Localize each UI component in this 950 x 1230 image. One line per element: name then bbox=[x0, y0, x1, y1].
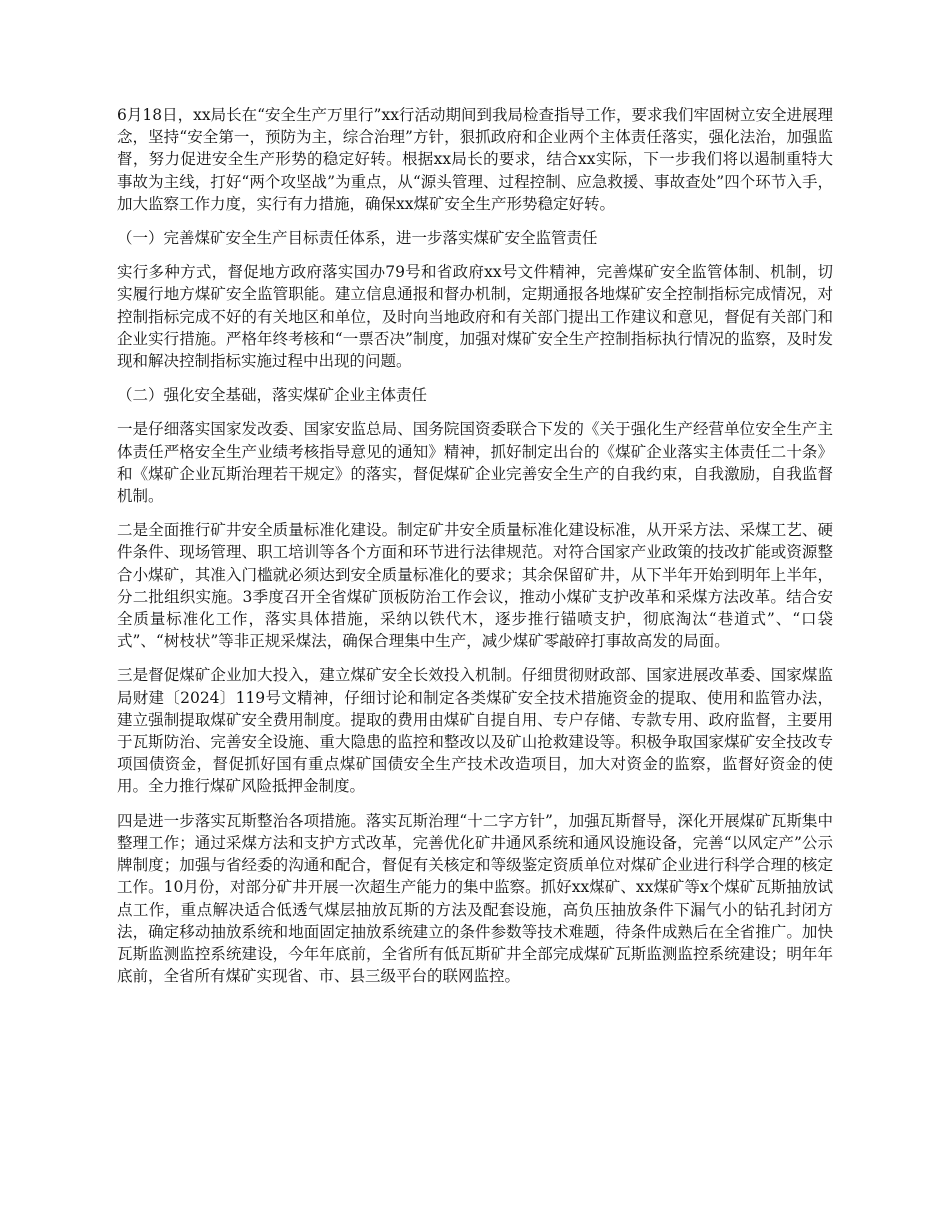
document-body bbox=[117, 104, 833, 999]
section-heading-1: （一）完善煤矿安全生产目标责任体系，进一步落实煤矿安全监管责任 bbox=[117, 229, 598, 248]
paragraph-intro: 6月18日，xx局长在“安全生产万里行”xx行活动期间到我局检查指导工作，要求我们牢固树立安全进展理念，坚持“安全第一，预防为主，综合治理”方针，狠抓政府和企业两个主体责任落实，强化法治，加强监督，努力促进安全生产形势的稳定好转。根据xx局长的要求，结合xx实际，下一步我们将以遏制重特大事故为主线，打好“两个攻坚战”为重点，从“源头管理、过程控制、应急救援、事故查处”四个环节入手，加大监察工作力度，实行有力措施，确保xx煤矿安全生产形势稳定好转。 bbox=[117, 106, 833, 213]
paragraph-item-2: 二是全面推行矿井安全质量标准化建设。制定矿井安全质量标准化建设标准，从开采方法、采煤工艺、硬件条件、现场管理、职工培训等各个方面和环节进行法律规范。对符合国家产业政策的技改扩能或资源整合小煤矿，其准入门槛就必须达到安全质量标准化的要求；其余保留矿井，从下半年开始到明年上半年，分二批组织实施。3季度召开全省煤矿顶板防治工作会议，推动小煤矿支护改革和采煤方法改革。结合安全质量标准化工作，落实具体措施，采纳以铁代木，逐步推行锚喷支护，彻底淘汰“巷道式”、“口袋式”、“树枝状”等非正规采煤法，确保合理集中生产，减少煤矿零敲碎打事故高发的局面。 bbox=[117, 521, 833, 651]
section-heading-2: （二）强化安全基础，落实煤矿企业主体责任 bbox=[117, 386, 428, 405]
paragraph-item-4: 四是进一步落实瓦斯整治各项措施。落实瓦斯治理“十二字方针”，加强瓦斯督导，深化开展煤矿瓦斯集中整理工作；通过采煤方法和支护方式改革，完善优化矿井通风系统和通风设施设备，完善“以风定产”公示牌制度；加强与省经委的沟通和配合，督促有关核定和等级鉴定资质单位对煤矿企业进行科学合理的核定工作。10月份，对部分矿井开展一次超生产能力的集中监察。抓好xx煤矿、xx煤矿等x个煤矿瓦斯抽放试点工作，重点解决适合低透气煤层抽放瓦斯的方法及配套设施，高负压抽放条件下漏气小的钻孔封闭方法，确定移动抽放系统和地面固定抽放系统建立的条件参数等技术难题，待条件成熟后在全省推广。加快瓦斯监测监控系统建设，今年年底前，全省所有低瓦斯矿井全部完成煤矿瓦斯监测监控系统建设；明年年底前，全省所有煤矿实现省、市、县三级平台的联网监控。 bbox=[117, 811, 833, 986]
paragraph-item-1: 一是仔细落实国家发改委、国家安监总局、国务院国资委联合下发的《关于强化生产经营单位安全生产主体责任严格安全生产业绩考核指导意见的通知》精神，抓好制定出台的《煤矿企业落实主体责任二十条》和《煤矿企业瓦斯治理若干规定》的落实，督促煤矿企业完善安全生产的自我约束，自我激励，自我监督机制。 bbox=[117, 420, 833, 506]
paragraph-section-1: 实行多种方式，督促地方政府落实国办79号和省政府xx号文件精神，完善煤矿安全监管体制、机制，切实履行地方煤矿安全监管职能。建立信息通报和督办机制，定期通报各地煤矿安全控制指标完成情况，对控制指标完成不好的有关地区和单位，及时向当地政府和有关部门提出工作建议和意见，督促有关部门和企业实行措施。严格年终考核和“一票否决”制度，加强对煤矿安全生产控制指标执行情况的监察，及时发现和解决控制指标实施过程中出现的问题。 bbox=[117, 263, 833, 371]
paragraph-item-3: 三是督促煤矿企业加大投入，建立煤矿安全长效投入机制。仔细贯彻财政部、国家进展改革委、国家煤监局财建〔2024〕119号文精神，仔细讨论和制定各类煤矿安全技术措施资金的提取、使用和监管办法，建立强制提取煤矿安全费用制度。提取的费用由煤矿自提自用、专户存储、专款专用、政府监督，主要用于瓦斯防治、完善安全设施、重大隐患的监控和整改以及矿山抢救建设等。积极争取国家煤矿安全技改专项国债资金，督促抓好国有重点煤矿国债安全生产技术改造项目，加大对资金的监察，监督好资金的使用。全力推行煤矿风险抵押金制度。 bbox=[117, 666, 833, 796]
